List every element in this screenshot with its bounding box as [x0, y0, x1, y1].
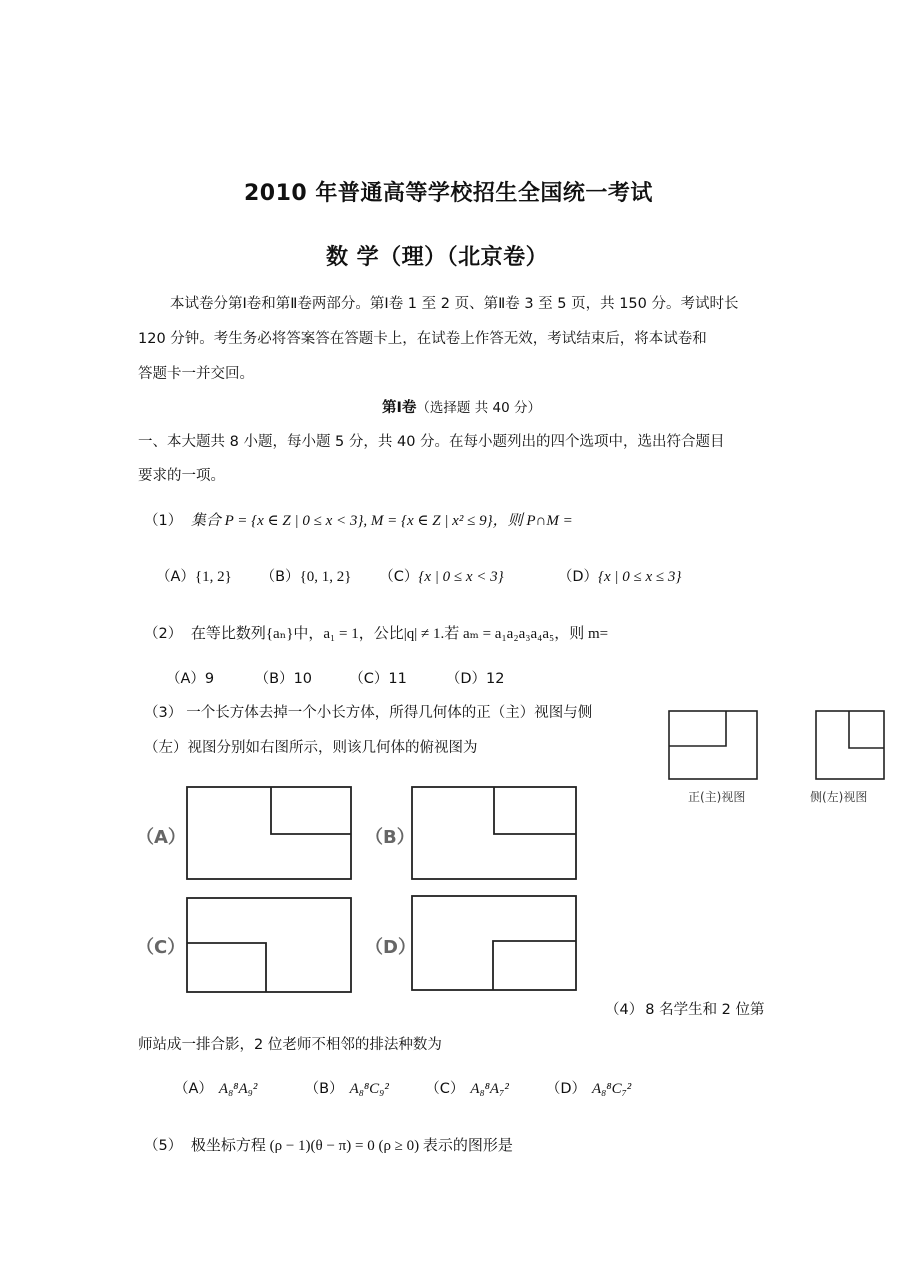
question-4-line-1: （4） 8 名学生和 2 位第 [605, 1002, 765, 1018]
q4-option-b: （B） A₈⁸C₉² [304, 1081, 389, 1097]
exam-title: 2010 年普通高等学校招生全国统一考试 [244, 181, 653, 206]
q1-option-a: （A）{1, 2} [156, 569, 232, 585]
q5-text: 极坐标方程 (ρ − 1)(θ − π) = 0 (ρ ≥ 0) 表示的图形是 [190, 1138, 513, 1154]
q4-option-c: （C） A₈⁸A₇² [425, 1081, 509, 1097]
instructions-line-1: 一、本大题共 8 小题，每小题 5 分，共 40 分。在每小题列出的四个选项中，选出符合题目 [138, 434, 725, 450]
side-view-caption: 侧(左)视图 [810, 790, 868, 804]
intro-line-2: 120 分钟。考生务必将答案答在答题卡上，在试卷上作答无效，考试结束后，将本试卷和 [138, 331, 707, 347]
q3-choice-a-label: （A） [136, 827, 186, 848]
q3-choice-d-figure [411, 895, 577, 991]
question-3-line-1: （3） 一个长方体去掉一个小长方体，所得几何体的正（主）视图与侧 [144, 705, 593, 721]
q2-text: 在等比数列{aₙ}中，a₁ = 1，公比|q| ≠ 1.若 aₘ = a₁a₂a₃a₄a₅，则 m= [190, 626, 609, 642]
q4-option-d: （D） A₈⁸C₇² [545, 1081, 632, 1097]
q2-number: （2） [144, 626, 183, 642]
q4-options [174, 1077, 631, 1098]
question-1 [144, 509, 573, 530]
q1-options [156, 565, 681, 586]
q1-option-b: （B）{0, 1, 2} [260, 569, 352, 585]
q2-options [166, 667, 504, 688]
section-title: 第Ⅰ卷 [382, 400, 417, 416]
q1-option-d: （D）{x | 0 ≤ x ≤ 3} [557, 569, 682, 585]
front-view-caption: 正(主)视图 [688, 790, 746, 804]
question-3-line-2: （左）视图分别如右图所示，则该几何体的俯视图为 [144, 740, 478, 756]
intro-line-1: 本试卷分第Ⅰ卷和第Ⅱ卷两部分。第Ⅰ卷 1 至 2 页、第Ⅱ卷 3 至 5 页，共 150 分。考试时长 [170, 296, 739, 312]
question-5 [144, 1134, 513, 1155]
side-view-figure [815, 710, 885, 780]
intro-line-3: 答题卡一并交回。 [138, 366, 254, 382]
q1-number: （1） [144, 513, 183, 529]
q3-choice-c-figure [186, 897, 352, 993]
instructions-line-2: 要求的一项。 [138, 468, 225, 484]
q3-choice-a-figure [186, 786, 352, 880]
exam-subtitle: 数 学（理）（北京卷） [326, 245, 549, 270]
section-note: （选择题 共 40 分） [416, 400, 541, 416]
question-4-line-2: 师站成一排合影，2 位老师不相邻的排法种数为 [138, 1037, 442, 1053]
q2-option-a: （A）9 [166, 671, 215, 687]
q2-option-b: （B）10 [254, 671, 313, 687]
section-header [382, 396, 541, 417]
front-view-figure [668, 710, 758, 780]
q3-choice-d-label: （D） [365, 937, 416, 958]
q3-choice-b-figure [411, 786, 577, 880]
q3-choice-b-label: （B） [365, 827, 415, 848]
q2-option-d: （D）12 [445, 671, 505, 687]
q2-option-c: （C）11 [349, 671, 407, 687]
q5-number: （5） [144, 1138, 183, 1154]
q1-text: 集合 P = {x ∈ Z | 0 ≤ x < 3}, M = {x ∈ Z | x² ≤ 9}，则 P∩M = [190, 513, 573, 529]
q4-option-a: （A） A₈⁸A₉² [174, 1081, 258, 1097]
q1-option-c: （C）{x | 0 ≤ x < 3} [379, 569, 504, 585]
question-2 [144, 622, 608, 643]
q3-choice-c-label: （C） [136, 937, 186, 958]
